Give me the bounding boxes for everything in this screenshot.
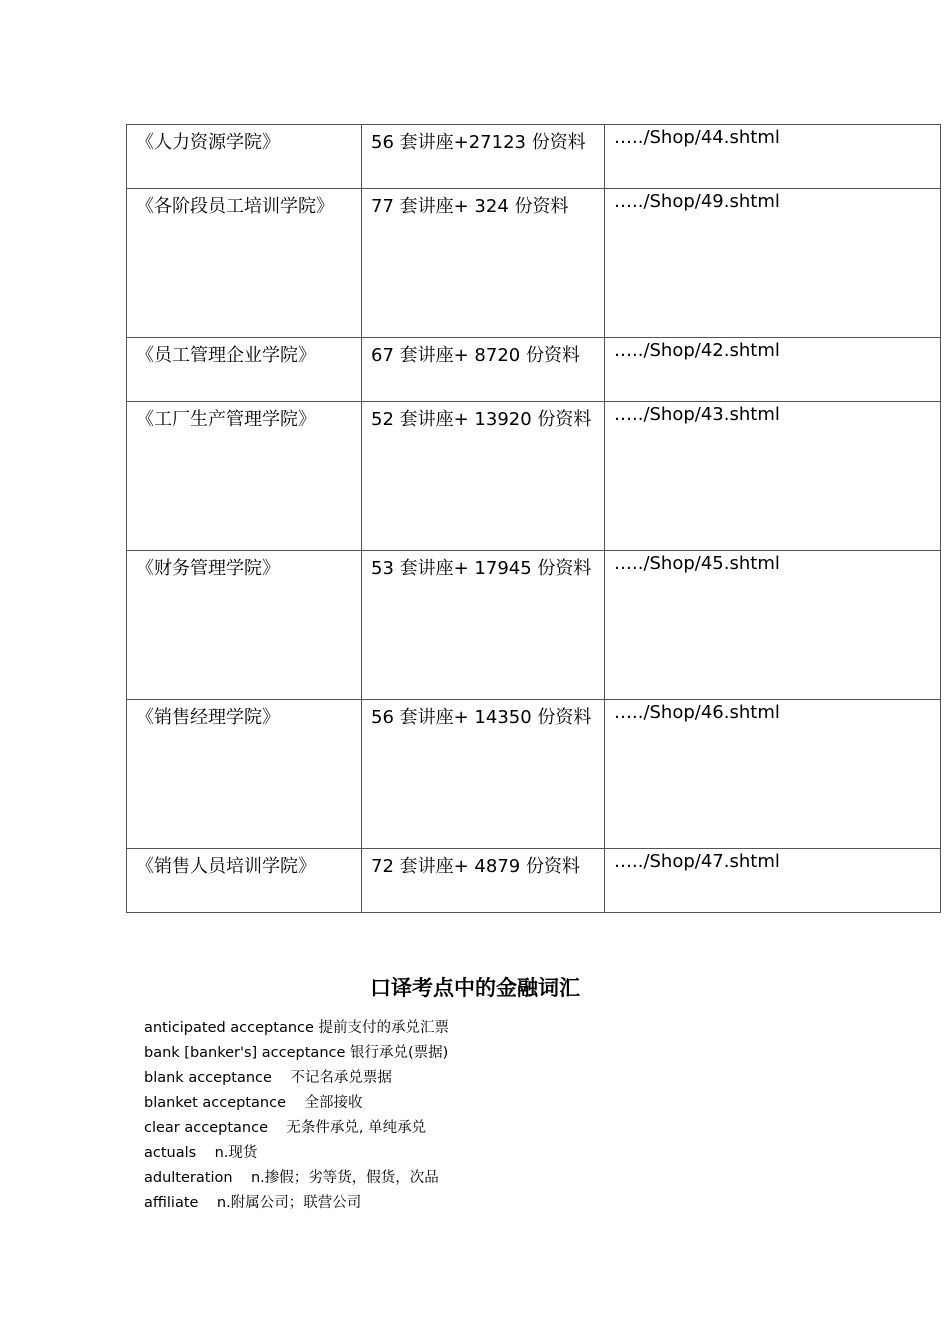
term-item: anticipated acceptance 提前支付的承兑汇票 <box>144 1020 450 1036</box>
course-content: 56 套讲座+ 14350 份资料 <box>371 707 592 728</box>
term-item: affiliate n.附属公司；联营公司 <box>144 1195 362 1211</box>
table-row <box>127 849 941 913</box>
course-link-cell <box>605 402 941 551</box>
course-name: 《工厂生产管理学院》 <box>136 409 316 430</box>
course-link[interactable]: …../Shop/43.shtml <box>614 404 780 425</box>
course-name: 《人力资源学院》 <box>136 132 280 153</box>
course-content: 52 套讲座+ 13920 份资料 <box>371 409 592 430</box>
course-name-cell <box>127 849 362 913</box>
course-content-cell <box>362 849 605 913</box>
term-item: blank acceptance 不记名承兑票据 <box>144 1070 392 1086</box>
section-title: 口译考点中的金融词汇 <box>370 976 580 1000</box>
course-link[interactable]: …../Shop/45.shtml <box>614 553 780 574</box>
course-name: 《各阶段员工培训学院》 <box>136 196 334 217</box>
term-item: bank [banker's] acceptance 银行承兑(票据) <box>144 1045 449 1061</box>
course-link[interactable]: …../Shop/47.shtml <box>614 851 780 872</box>
course-name: 《财务管理学院》 <box>136 558 280 579</box>
course-name: 《销售人员培训学院》 <box>136 856 316 877</box>
term-item: clear acceptance 无条件承兑, 单纯承兑 <box>144 1120 427 1136</box>
course-content: 67 套讲座+ 8720 份资料 <box>371 345 580 366</box>
term-item: adulteration n.掺假；劣等货，假货，次品 <box>144 1170 439 1186</box>
course-link-cell <box>605 849 941 913</box>
course-link[interactable]: …../Shop/44.shtml <box>614 127 780 148</box>
course-link[interactable]: …../Shop/42.shtml <box>614 340 780 361</box>
course-content: 53 套讲座+ 17945 份资料 <box>371 558 592 579</box>
course-link[interactable]: …../Shop/46.shtml <box>614 702 780 723</box>
course-link-cell <box>605 189 941 338</box>
term-list <box>144 1016 449 1216</box>
course-link-cell <box>605 338 941 402</box>
course-content: 77 套讲座+ 324 份资料 <box>371 196 569 217</box>
course-content: 72 套讲座+ 4879 份资料 <box>371 856 580 877</box>
course-link-cell <box>605 125 941 189</box>
term-item: blanket acceptance 全部接收 <box>144 1095 363 1111</box>
course-link[interactable]: …../Shop/49.shtml <box>614 191 780 212</box>
course-name: 《销售经理学院》 <box>136 707 280 728</box>
course-table <box>126 124 941 913</box>
course-content: 56 套讲座+27123 份资料 <box>371 132 586 153</box>
term-item: actuals n.现货 <box>144 1145 258 1161</box>
course-link-cell <box>605 700 941 849</box>
course-name: 《员工管理企业学院》 <box>136 345 316 366</box>
course-link-cell <box>605 551 941 700</box>
